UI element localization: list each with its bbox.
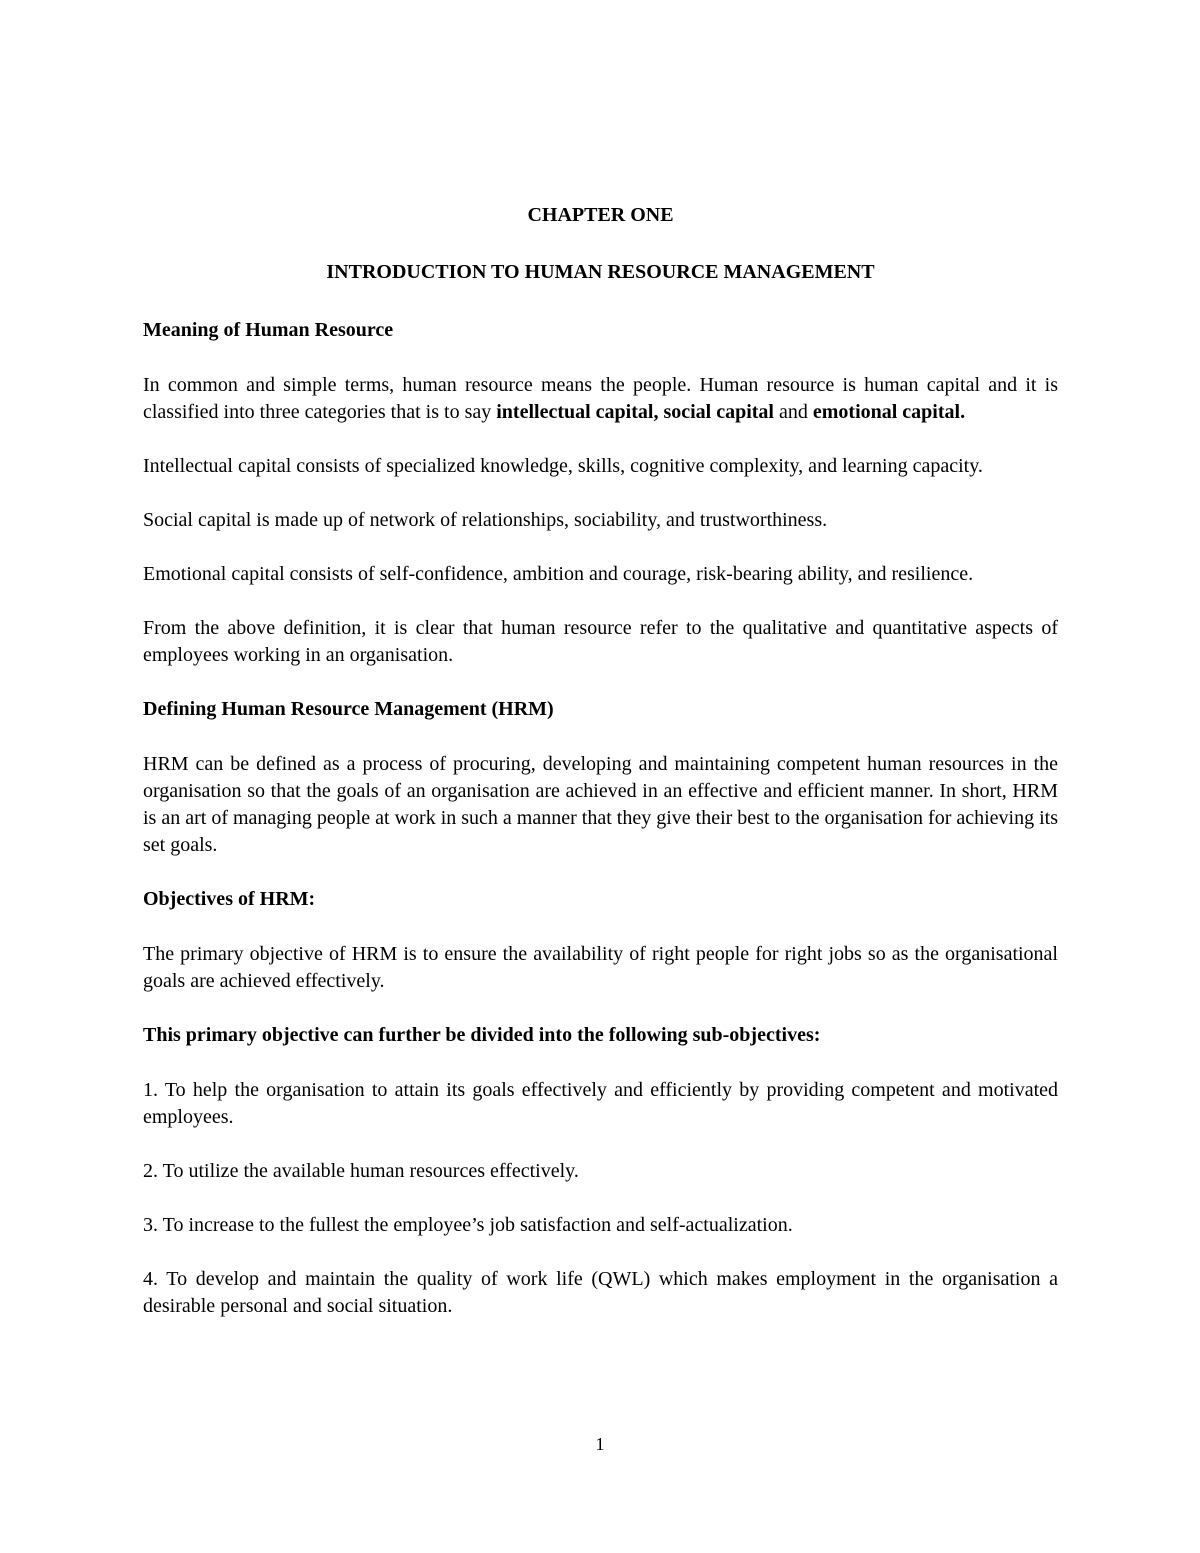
sub-objectives-heading: This primary objective can further be divided into the following sub-objectives: xyxy=(143,1024,821,1046)
meaning-heading: Meaning of Human Resource xyxy=(143,319,394,341)
defining-hrm-heading: Defining Human Resource Management (HRM) xyxy=(143,698,554,720)
list-item: 3. To increase to the fullest the employee’s job satisfaction and self-actualization. xyxy=(143,1214,793,1236)
and-separator: and xyxy=(773,401,813,423)
primary-objective-paragraph: The primary objective of HRM is to ensure the availability of right people for right jobs so as the organisational goals are achieved effectively. xyxy=(143,943,1058,992)
list-item: 2. To utilize the available human resources effectively. xyxy=(143,1160,579,1182)
emotional-capital-term: emotional capital xyxy=(812,401,961,423)
definition-summary-paragraph: From the above definition, it is clear that human resource refer to the qualitative and quantitative aspects of employees working in an organisation. xyxy=(143,617,1058,666)
page-number: 1 xyxy=(595,1434,605,1454)
social-capital-term: social capital xyxy=(663,401,774,423)
meaning-paragraph-1 xyxy=(143,372,1058,426)
comma-separator: , xyxy=(653,401,664,423)
list-item: 1. To help the organisation to attain its goals effectively and efficiently by providing competent and motivated employees. xyxy=(143,1079,1058,1128)
objectives-heading: Objectives of HRM: xyxy=(143,888,316,910)
page-content xyxy=(143,202,1058,1347)
meaning-text-a: In common and simple terms, human resource means the people. Human resource is human capital and it is classified into three categories that is to say xyxy=(143,374,1058,423)
period: . xyxy=(960,401,966,423)
chapter-title: INTRODUCTION TO HUMAN RESOURCE MANAGEMENT xyxy=(326,261,875,283)
hrm-definition-paragraph: HRM can be defined as a process of procuring, developing and maintaining competent human resources in the organisation so that the goals of an organisation are achieved in an effective and efficient manner. In short, HRM is an art of managing people at work in such a manner that they give their best to the organisation for achieving its set goals. xyxy=(143,753,1058,856)
list-item: 4. To develop and maintain the quality of work life (QWL) which makes employment in the organisation a desirable personal and social situation. xyxy=(143,1268,1058,1317)
emotional-capital-paragraph: Emotional capital consists of self-confidence, ambition and courage, risk-bearing ability, and resilience. xyxy=(143,563,974,585)
chapter-label: CHAPTER ONE xyxy=(527,204,674,226)
intellectual-capital-term: intellectual capital xyxy=(496,401,654,423)
social-capital-paragraph: Social capital is made up of network of relationships, sociability, and trustworthiness. xyxy=(143,509,828,531)
intellectual-capital-paragraph: Intellectual capital consists of specialized knowledge, skills, cognitive complexity, and learning capacity. xyxy=(143,455,983,477)
